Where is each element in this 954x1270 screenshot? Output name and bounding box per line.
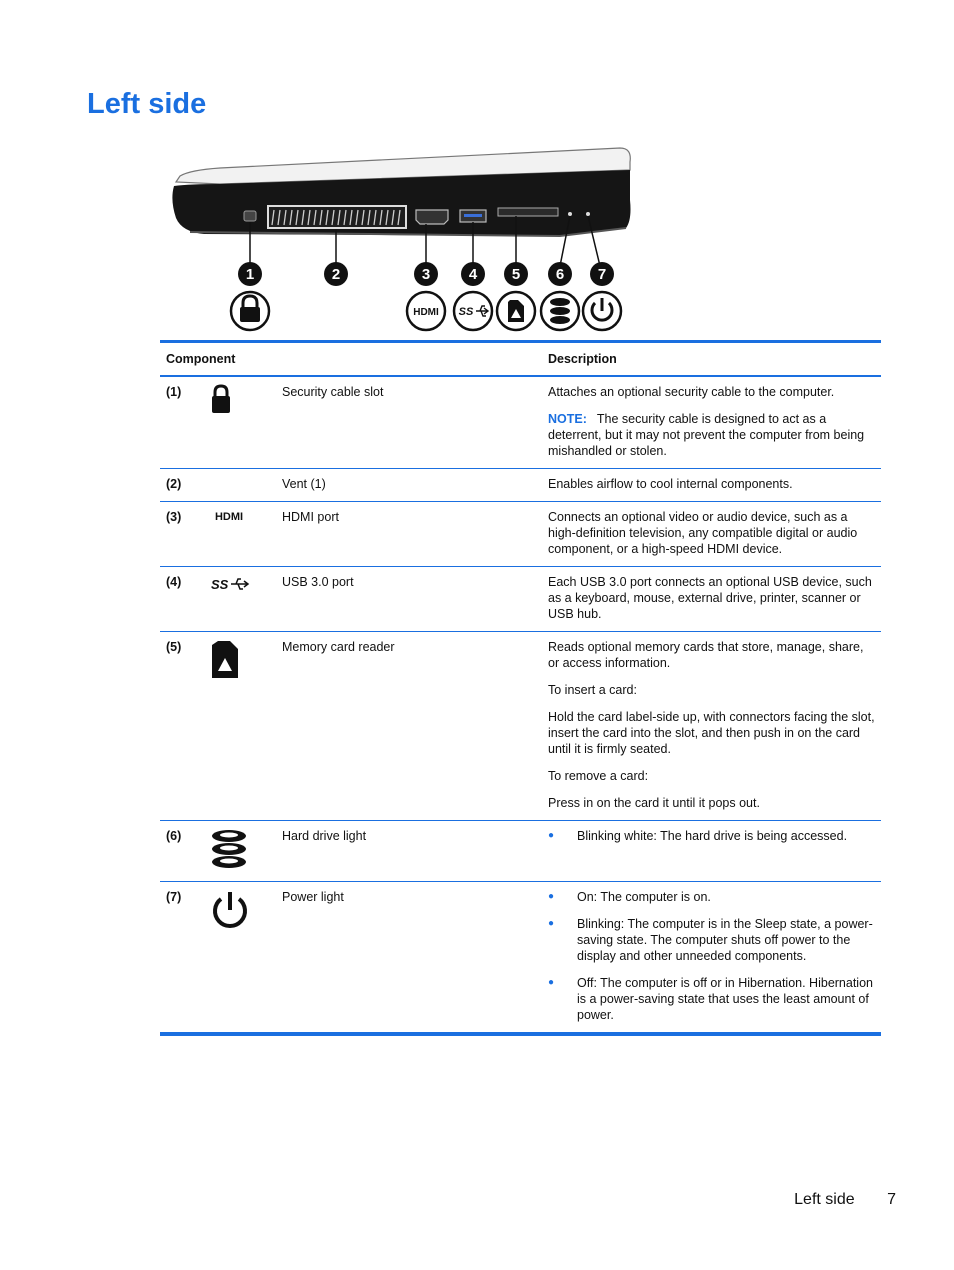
description-text: To remove a card: — [548, 769, 649, 783]
component-name: Vent (1) — [276, 469, 542, 502]
power-icon — [204, 882, 276, 1035]
table-row — [160, 469, 881, 502]
lock-icon — [231, 292, 269, 330]
table-row — [160, 376, 881, 469]
component-description — [542, 469, 881, 502]
component-number: (7) — [166, 890, 182, 904]
hdmi-icon — [204, 502, 276, 567]
component-description — [542, 502, 881, 567]
description-text: Each USB 3.0 port connects an optional USB device, such as a keyboard, mouse, external drive, printer, scanner or USB hub. — [548, 575, 872, 621]
component-description — [542, 376, 881, 469]
component-number: (3) — [160, 502, 204, 567]
bullet-item: ● Off: The computer is off or in Hibernation. Hibernation is a power-saving state that uses the least amount of power. — [548, 975, 875, 1023]
page-footer — [794, 1191, 896, 1209]
component-name: HDMI port — [276, 502, 542, 567]
bullet-list — [548, 828, 875, 844]
table-header-row — [160, 342, 881, 377]
svg-text:HDMI: HDMI — [214, 511, 244, 523]
callout-7-label: 7 — [597, 266, 607, 283]
component-header: Component — [160, 342, 542, 377]
page-title: Left side — [87, 88, 207, 120]
svg-text:HDMI: HDMI — [413, 307, 439, 318]
description-text: Attaches an optional security cable to the computer. — [548, 385, 835, 399]
table-row — [160, 502, 881, 567]
footer-section: Left side — [794, 1191, 855, 1208]
description-text: Press in on the card it until it pops out. — [548, 796, 760, 810]
table-row — [160, 882, 881, 1035]
callout-1-label: 1 — [245, 266, 255, 283]
component-number: (6) — [160, 821, 204, 882]
callout-6-label: 6 — [555, 266, 565, 283]
memory-card-icon — [204, 632, 276, 821]
component-number: (5) — [160, 632, 204, 821]
component-description — [542, 821, 881, 882]
bullet-item: ● On: The computer is on. — [548, 889, 875, 905]
table-row — [160, 821, 881, 882]
bullet-item: ● Blinking: The computer is in the Sleep state, a power-saving state. The computer shuts off power to the display and other unneeded components. — [548, 916, 875, 964]
component-description — [542, 882, 881, 1035]
svg-text:SS: SS — [458, 306, 474, 318]
callout-4-label: 4 — [468, 266, 478, 283]
component-number: (4) — [160, 567, 204, 632]
note-label: NOTE: — [548, 412, 587, 426]
component-description — [542, 632, 881, 821]
description-text: Enables airflow to cool internal components. — [548, 477, 793, 491]
svg-text:SS: SS — [211, 577, 229, 592]
usb-ss-icon — [204, 567, 276, 632]
component-number: (2) — [160, 469, 204, 502]
component-name: USB 3.0 port — [276, 567, 542, 632]
component-number: (1) — [160, 376, 204, 469]
hard-drive-icon — [541, 292, 579, 330]
description-text: Reads optional memory cards that store, manage, share, or access information. — [548, 640, 864, 670]
lock-icon — [204, 376, 276, 469]
no-icon — [204, 469, 276, 502]
description-text: To insert a card: — [548, 683, 637, 697]
memory-card-icon — [497, 292, 535, 330]
note — [548, 411, 875, 459]
description-header: Description — [542, 342, 881, 377]
power-icon — [583, 292, 621, 330]
description-text: Hold the card label-side up, with connectors facing the slot, insert the card into the slot, and then push in on the card until it is firmly seated. — [548, 710, 875, 756]
bullet-list — [548, 889, 875, 1023]
component-description — [542, 567, 881, 632]
component-name: Security cable slot — [276, 376, 542, 469]
component-name: Power light — [282, 890, 344, 904]
component-name: Hard drive light — [276, 821, 542, 882]
callout-5-label: 5 — [511, 266, 521, 283]
components-table — [160, 340, 881, 1036]
description-text: Connects an optional video or audio device, such as a high-definition television, any compatible digital or audio component, or a high-speed HDMI device. — [548, 510, 858, 556]
bullet-item: ● Blinking white: The hard drive is being accessed. — [548, 828, 875, 844]
hdmi-icon — [407, 292, 445, 330]
usb-ss-icon — [454, 292, 492, 330]
hard-drive-icon — [204, 821, 276, 882]
callout-3-label: 3 — [421, 266, 431, 283]
callout-2-label: 2 — [331, 266, 341, 283]
table-row — [160, 632, 881, 821]
note-text: The security cable is designed to act as a deterrent, but it may not prevent the computer from being mishandled or stolen. — [548, 412, 865, 458]
laptop-left-side-figure — [160, 140, 640, 340]
page-number: 7 — [887, 1191, 896, 1208]
component-name: Memory card reader — [276, 632, 542, 821]
table-row — [160, 567, 881, 632]
